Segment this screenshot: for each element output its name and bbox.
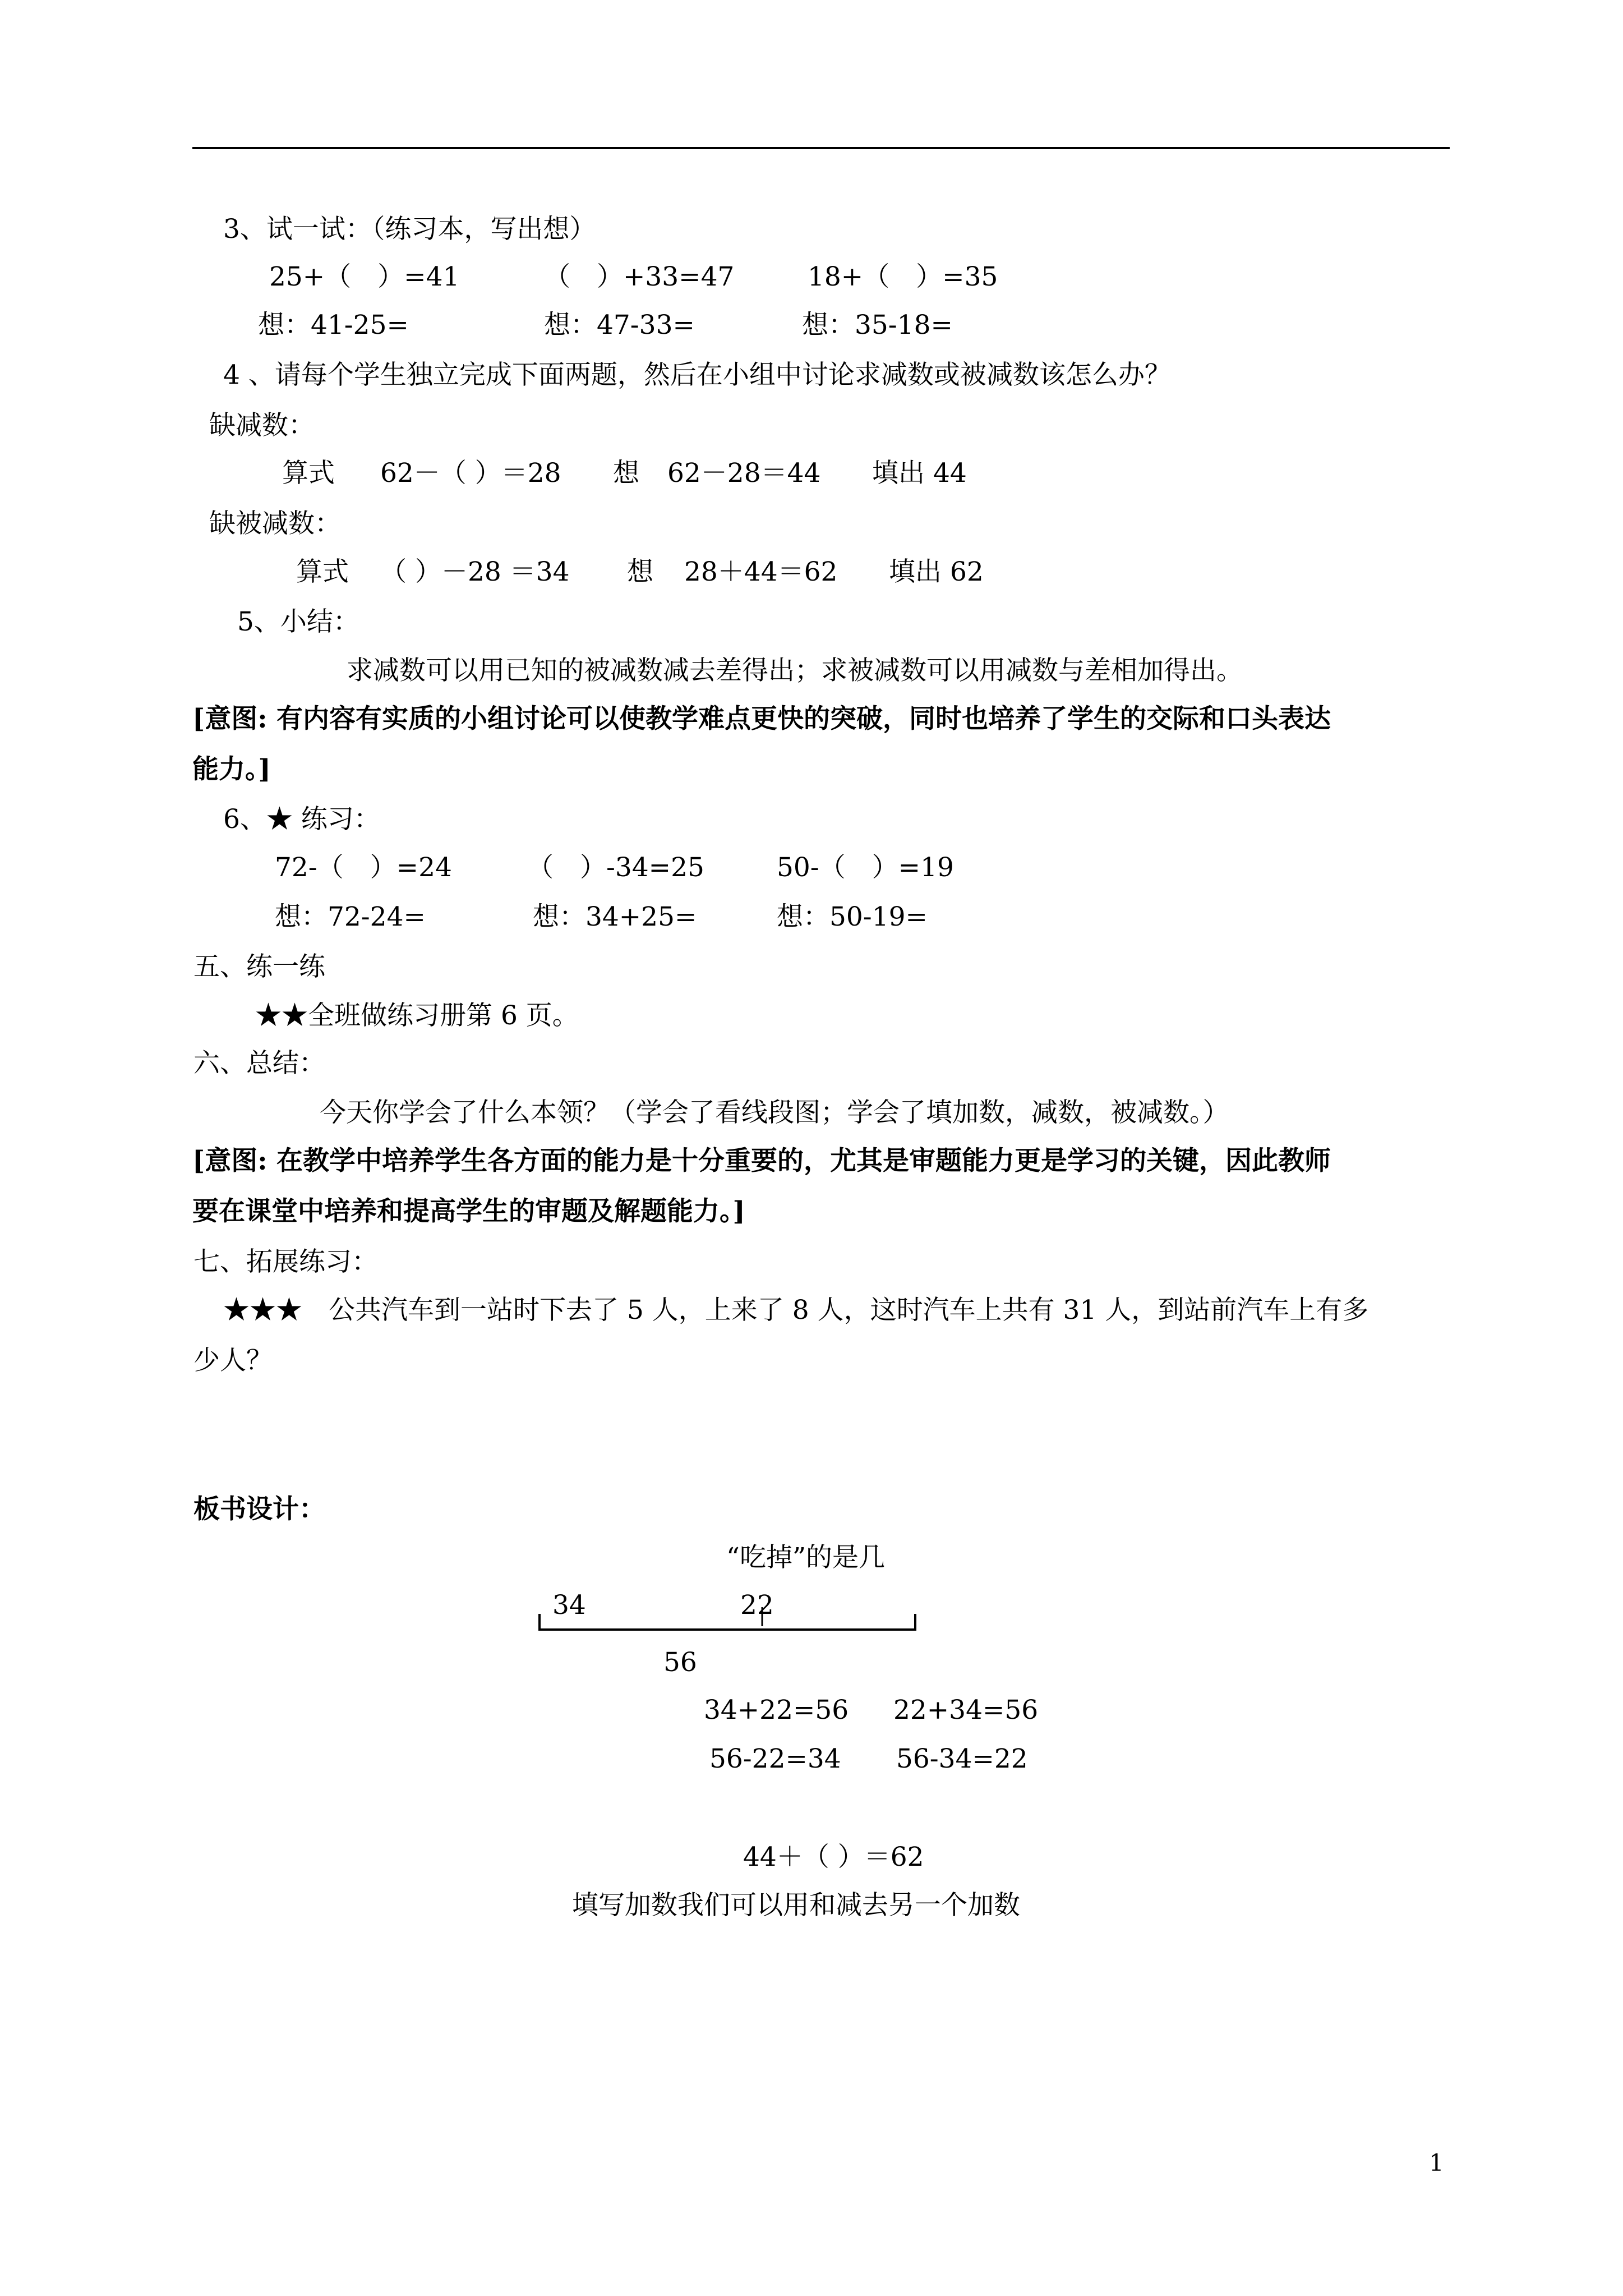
part5-content: ★★全班做练习册第 6 页。 (255, 1000, 579, 1031)
header-rule (192, 147, 1450, 149)
sec4-row2-fill: 填出 62 (889, 556, 984, 587)
board-title: “吃掉”的是几 (726, 1542, 886, 1573)
sec6-think-3: 想：50-19= (777, 901, 928, 932)
sec3-equation-2: （ ）+33=47 (544, 261, 735, 292)
segment-total-label: 56 (663, 1647, 697, 1678)
sec3-think-1: 想：41-25= (258, 310, 409, 341)
part5-title: 五、练一练 (193, 951, 325, 982)
sec4-row2-formula: （ ）－28 ＝34 (380, 556, 570, 587)
sec6-think-2: 想：34+25= (533, 901, 697, 932)
line-segment-diagram (537, 1602, 919, 1635)
sec3-title: 3、试一试：（练习本，写出想） (223, 214, 596, 245)
sec3-equation-3: 18+（ ）=35 (808, 261, 998, 292)
intent-1-line-2: 能力。] (192, 754, 271, 785)
sec5-summary: 求减数可以用已知的被减数减去差得出；求被减数可以用减数与差相加得出。 (347, 655, 1243, 686)
sec6-equation-1: 72-（ ）=24 (275, 852, 452, 883)
sec4-row1-formula-label: 算式 (282, 458, 335, 489)
sec6-title: 6、★ 练习： (223, 804, 380, 835)
sec4-missing-subtrahend: 缺减数： (209, 410, 315, 441)
sec4-row2-formula-label: 算式 (296, 556, 349, 587)
board-equation-3: 56-22=34 (709, 1743, 841, 1774)
sec5-title: 5、小结： (237, 606, 359, 637)
sec4-title: 4 、请每个学生独立完成下面两题，然后在小组中讨论求减数或被减数该怎么办？ (223, 360, 1171, 390)
intent-2-line-2: 要在课堂中培养和提高学生的审题及解题能力。] (192, 1196, 745, 1227)
part7-title: 七、拓展练习： (193, 1246, 378, 1277)
sec4-row2-think-label: 想 (627, 556, 653, 587)
board-rule: 填写加数我们可以用和减去另一个加数 (572, 1890, 1020, 1921)
sec4-row2-think: 28＋44＝62 (684, 556, 838, 587)
sec4-row1-fill: 填出 44 (872, 458, 967, 489)
sec6-think-1: 想：72-24= (275, 901, 426, 932)
part6-title: 六、总结： (193, 1048, 325, 1079)
segment-left-label: 34 (552, 1590, 586, 1621)
board-equation-5: 44＋（ ）＝62 (743, 1842, 924, 1872)
part6-content: 今天你学会了什么本领？（学会了看线段图；学会了填加数，减数，被减数。） (320, 1097, 1229, 1128)
intent-2-line-1: [意图: 在教学中培养学生各方面的能力是十分重要的，尤其是审题能力更是学习的关键，因此教师 (192, 1145, 1331, 1176)
sec3-think-3: 想：35-18= (802, 310, 953, 341)
sec4-missing-minuend: 缺被减数： (209, 508, 341, 539)
board-equation-1: 34+22=56 (704, 1695, 849, 1726)
part7-line-2: 少人？ (193, 1345, 273, 1376)
sec6-equation-2: （ ）-34=25 (527, 852, 704, 883)
sec3-think-2: 想：47-33= (544, 310, 695, 341)
page-number: 1 (1429, 2149, 1444, 2177)
board-equation-4: 56-34=22 (896, 1743, 1028, 1774)
sec4-row1-think-label: 想 (613, 458, 639, 489)
board-label: 板书设计： (193, 1494, 325, 1525)
sec3-equation-1: 25+（ ）=41 (269, 261, 460, 292)
sec4-row1-think: 62－28＝44 (667, 458, 821, 489)
sec4-row1-formula: 62－（ ）＝28 (380, 458, 561, 489)
segment-right-label: 22 (740, 1590, 774, 1621)
sec6-equation-3: 50-（ ）=19 (777, 852, 954, 883)
board-equation-2: 22+34=56 (893, 1695, 1039, 1726)
intent-1-line-1: [意图: 有内容有实质的小组讨论可以使教学难点更快的突破，同时也培养了学生的交际和口头表达 (192, 703, 1331, 734)
part7-line-1: ★★★ 公共汽车到一站时下去了 5 人，上来了 8 人，这时汽车上共有 31 人，到站前汽车上有多 (223, 1295, 1369, 1326)
